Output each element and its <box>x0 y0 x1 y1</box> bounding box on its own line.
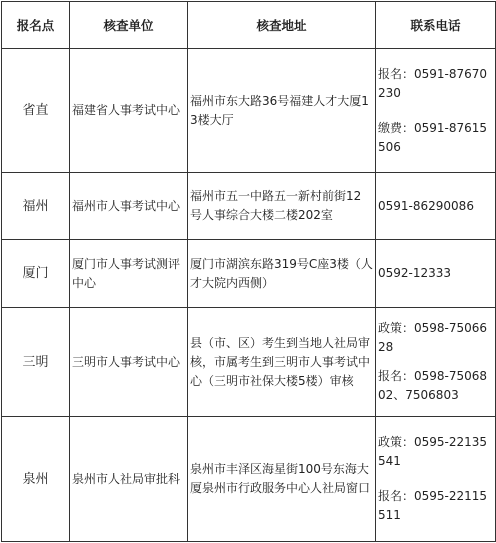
phone-line: 0591-86290086 <box>378 198 474 213</box>
table-row <box>2 49 496 173</box>
phone-line: 政策：0595-22135541 <box>378 435 488 468</box>
unit-cell: 泉州市人社局审批科 <box>70 417 188 542</box>
phone-line: 0592-12333 <box>378 266 452 280</box>
header-registration-point: 报名点 <box>2 2 70 49</box>
header-verification-address: 核查地址 <box>188 2 376 49</box>
unit-cell: 三明市人事考试中心 <box>70 308 188 417</box>
phone-line: 报名：0591-87670230 <box>378 66 488 100</box>
address-cell: 县（市、区）考生到当地人社局审核，市属考生到三明市人事考试中心（三明市社保大楼5楼）审核 <box>188 308 376 417</box>
address-cell: 福州市东大路36号福建人才大厦13楼大厅 <box>188 49 376 173</box>
header-row <box>2 2 496 49</box>
city-cell: 省直 <box>2 49 70 173</box>
table-row <box>2 417 496 542</box>
phone-line: 政策：0598-7506628 <box>378 321 488 354</box>
table-row <box>2 240 496 308</box>
city-cell: 厦门 <box>2 240 70 308</box>
address-cell: 福州市五一中路五一新村前街12号人事综合大楼二楼202室 <box>188 173 376 240</box>
header-contact-phone: 联系电话 <box>376 2 496 49</box>
table-row <box>2 308 496 417</box>
phone-line: 报名：0598-7506802、7506803 <box>378 369 488 402</box>
phone-cell <box>376 308 496 417</box>
city-cell: 福州 <box>2 173 70 240</box>
unit-cell: 福建省人事考试中心 <box>70 49 188 173</box>
city-cell: 泉州 <box>2 417 70 542</box>
phone-cell <box>376 417 496 542</box>
address-cell: 厦门市湖滨东路319号C座3楼（人才大院内西侧） <box>188 240 376 308</box>
phone-cell <box>376 173 496 240</box>
phone-line: 报名：0595-22115511 <box>378 489 488 522</box>
table-row <box>2 173 496 240</box>
phone-cell <box>376 49 496 173</box>
unit-cell: 厦门市人事考试测评中心 <box>70 240 188 308</box>
phone-line: 缴费：0591-87615506 <box>378 120 488 154</box>
header-verification-unit: 核查单位 <box>70 2 188 49</box>
unit-cell: 福州市人事考试中心 <box>70 173 188 240</box>
address-cell: 泉州市丰泽区海星街100号东海大厦泉州市行政服务中心人社局窗口 <box>188 417 376 542</box>
phone-cell <box>376 240 496 308</box>
verification-table <box>1 1 496 542</box>
city-cell: 三明 <box>2 308 70 417</box>
